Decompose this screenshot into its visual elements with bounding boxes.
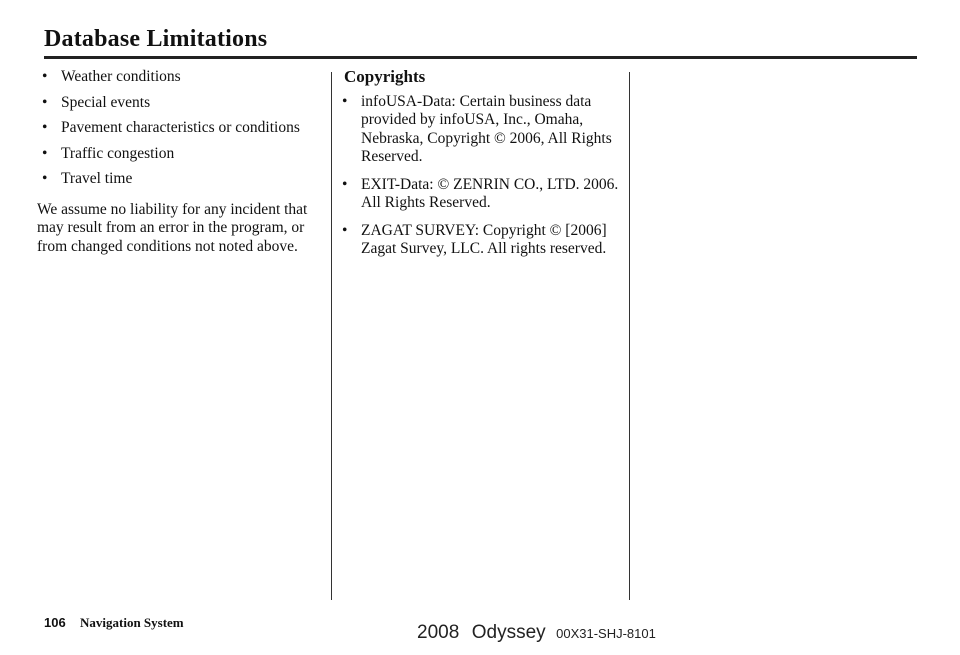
list-item: • Traffic congestion (37, 145, 327, 164)
footer-section-title: Navigation System (80, 615, 184, 630)
watermark-year: 2008 (417, 622, 460, 643)
column-divider (331, 72, 332, 600)
list-item: • Pavement characteristics or conditions (37, 119, 327, 138)
watermark (417, 622, 656, 644)
middle-column (337, 68, 622, 268)
list-item: • Weather conditions (37, 68, 327, 87)
copyrights-heading: Copyrights (344, 67, 426, 86)
title-divider (44, 56, 917, 59)
list-item: • Travel time (37, 170, 327, 189)
list-item: • infoUSA-Data: Certain business data provided by infoUSA, Inc., Omaha, Nebraska, Copyright © 2006, All Rights Reserved. (337, 93, 622, 167)
list-item: • Special events (37, 94, 327, 113)
left-column (37, 68, 327, 256)
watermark-model: Odyssey (471, 622, 546, 643)
page-title: Database Limitations (44, 26, 268, 52)
list-item: • ZAGAT SURVEY: Copyright © [2006] Zagat Survey, LLC. All rights reserved. (337, 222, 622, 259)
copyrights-list (337, 93, 622, 259)
column-divider (629, 72, 630, 600)
watermark-code: 00X31-SHJ-8101 (556, 626, 656, 641)
liability-paragraph: We assume no liability for any incident that may result from an error in the program, or from changed conditions not noted above. (37, 200, 308, 255)
page-number: 106 (44, 615, 66, 630)
list-item: • EXIT-Data: © ZENRIN CO., LTD. 2006. All Rights Reserved. (337, 176, 622, 213)
conditions-list (37, 68, 327, 189)
